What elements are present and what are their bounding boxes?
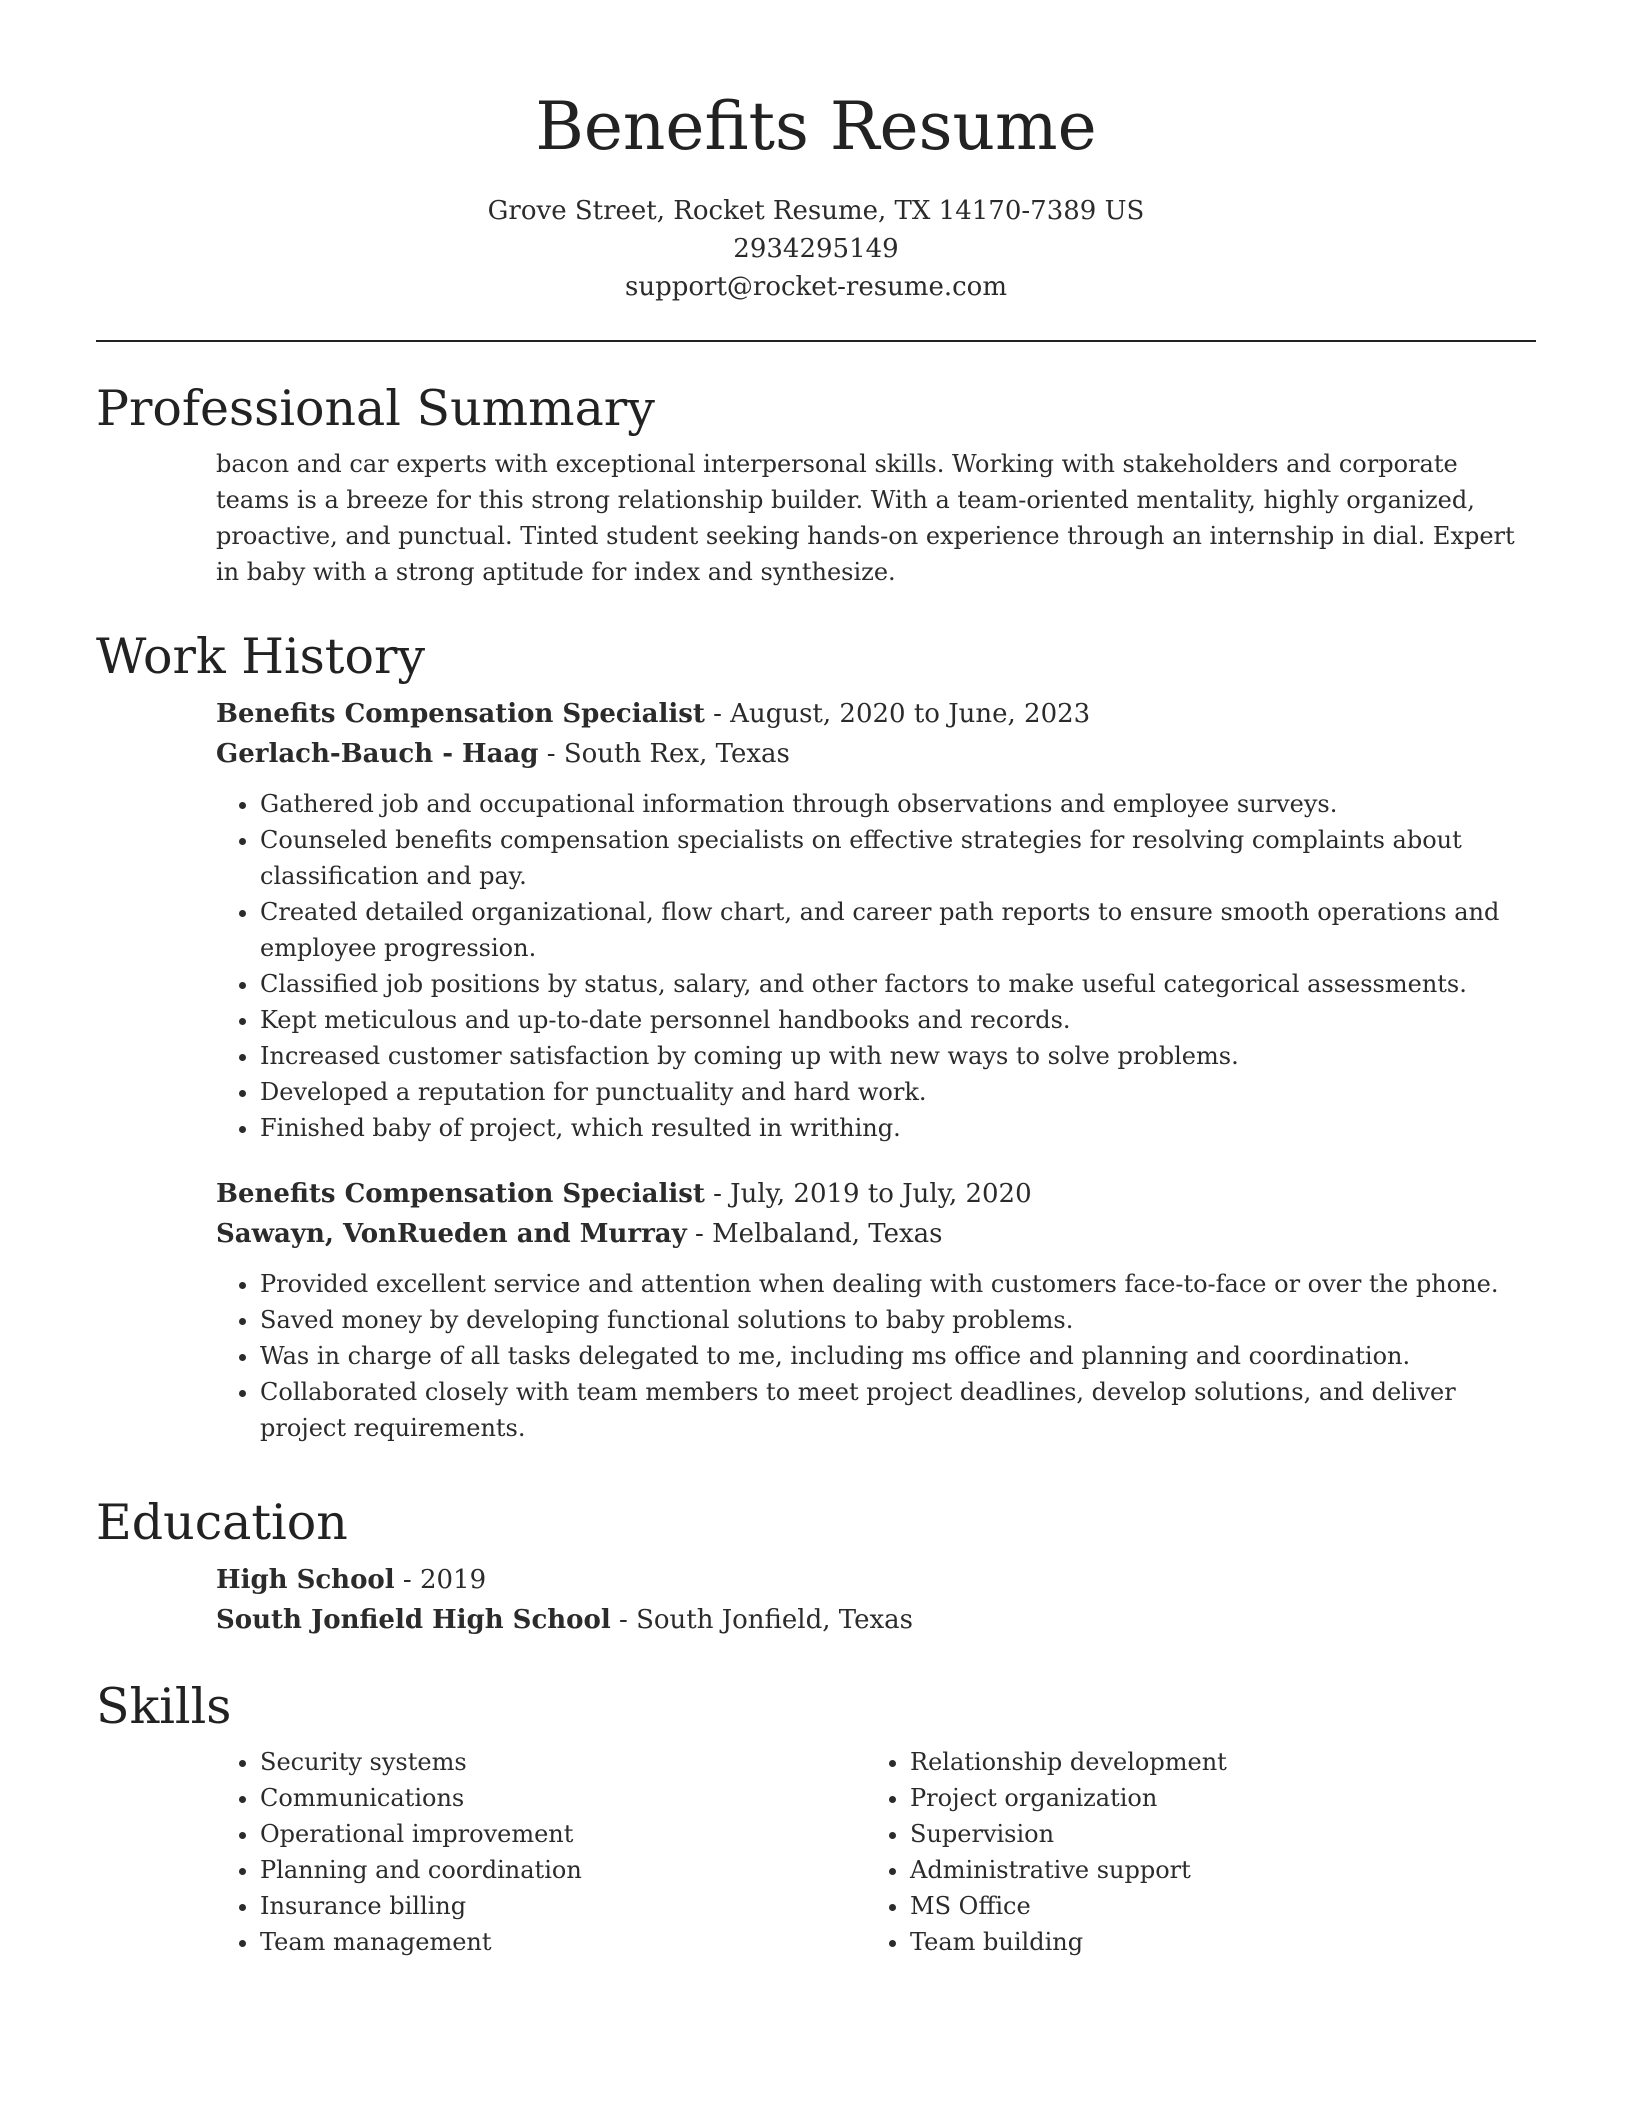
list-item: • MS Office bbox=[910, 1888, 1516, 1924]
education-school-line bbox=[216, 1600, 1536, 1640]
education-title: Education bbox=[96, 1494, 348, 1551]
list-item: • Increased customer satisfaction by coming up with new ways to solve problems. bbox=[260, 1038, 1536, 1074]
job-location: - South Rex, Texas bbox=[538, 739, 790, 769]
list-item: • Gathered job and occupational information through observations and employee surveys. bbox=[260, 786, 1536, 822]
summary-title: Professional Summary bbox=[96, 380, 655, 437]
skills-list-left bbox=[216, 1744, 866, 1960]
list-item: • Counseled benefits compensation specialists on effective strategies for resolving complaints about classification and pay. bbox=[260, 822, 1536, 894]
list-item: • Communications bbox=[260, 1780, 866, 1816]
education-entry bbox=[216, 1560, 1536, 1640]
job-company-line bbox=[216, 1214, 1536, 1254]
list-item: • Administrative support bbox=[910, 1852, 1516, 1888]
job-bullets bbox=[216, 1266, 1536, 1446]
contact-address: Grove Street, Rocket Resume, TX 14170-7389 US bbox=[487, 196, 1145, 226]
job-dates: - July, 2019 to July, 2020 bbox=[704, 1179, 1032, 1209]
list-item: • Team management bbox=[260, 1924, 866, 1960]
job-role: Benefits Compensation Specialist bbox=[216, 1179, 705, 1209]
list-item: • Security systems bbox=[260, 1744, 866, 1780]
education-year: - 2019 bbox=[394, 1565, 487, 1595]
job-role: Benefits Compensation Specialist bbox=[216, 699, 705, 729]
work-history-title: Work History bbox=[96, 628, 426, 685]
job-bullets bbox=[216, 786, 1536, 1146]
list-item: • Finished baby of project, which resulted in writhing. bbox=[260, 1110, 1536, 1146]
list-item: • Project organization bbox=[910, 1780, 1516, 1816]
resume-header bbox=[0, 0, 1632, 306]
skills-section bbox=[96, 1676, 1536, 1960]
list-item: • Was in charge of all tasks delegated to me, including ms office and planning and coordination. bbox=[260, 1338, 1536, 1374]
list-item: • Saved money by developing functional solutions to baby problems. bbox=[260, 1302, 1536, 1338]
contact-block bbox=[0, 192, 1632, 306]
job-title-line bbox=[216, 1174, 1536, 1214]
skills-list-right bbox=[866, 1744, 1516, 1960]
education-school: South Jonfield High School bbox=[216, 1605, 611, 1635]
contact-phone: 2934295149 bbox=[733, 234, 899, 264]
list-item: • Created detailed organizational, flow chart, and career path reports to ensure smooth operations and employee progression. bbox=[260, 894, 1536, 966]
header-divider bbox=[96, 340, 1536, 342]
job-entry bbox=[216, 694, 1536, 1146]
resume-name: Benefits Resume bbox=[535, 88, 1097, 165]
job-title-line bbox=[216, 694, 1536, 734]
list-item: • Developed a reputation for punctuality and hard work. bbox=[260, 1074, 1536, 1110]
list-item: • Classified job positions by status, salary, and other factors to make useful categorical assessments. bbox=[260, 966, 1536, 1002]
education-section bbox=[96, 1492, 1536, 1640]
list-item: • Kept meticulous and up-to-date personnel handbooks and records. bbox=[260, 1002, 1536, 1038]
summary-section bbox=[96, 378, 1536, 590]
education-location: - South Jonfield, Texas bbox=[610, 1605, 913, 1635]
list-item: • Operational improvement bbox=[260, 1816, 866, 1852]
skills-title: Skills bbox=[96, 1678, 232, 1735]
job-company-line bbox=[216, 734, 1536, 774]
work-history-section bbox=[96, 626, 1536, 1446]
job-company: Sawayn, VonRueden and Murray bbox=[216, 1219, 687, 1249]
summary-text: bacon and car experts with exceptional interpersonal skills. Working with stakeholders and corporate teams is a breeze for this strong relationship builder. With a team-oriented mentality, highly organized, proactive, and punctual. Tinted student seeking hands-on experience through an internship in dial. Expert in baby with a strong aptitude for index and synthesize. bbox=[216, 450, 1515, 586]
education-degree: High School bbox=[216, 1565, 395, 1595]
job-company: Gerlach-Bauch - Haag bbox=[216, 739, 539, 769]
list-item: • Planning and coordination bbox=[260, 1852, 866, 1888]
contact-email: support@rocket-resume.com bbox=[624, 272, 1007, 302]
education-degree-line bbox=[216, 1560, 1536, 1600]
list-item: • Relationship development bbox=[910, 1744, 1516, 1780]
list-item: • Provided excellent service and attention when dealing with customers face-to-face or over the phone. bbox=[260, 1266, 1536, 1302]
list-item: • Collaborated closely with team members to meet project deadlines, develop solutions, and deliver project requirements. bbox=[260, 1374, 1536, 1446]
list-item: • Supervision bbox=[910, 1816, 1516, 1852]
job-entry bbox=[216, 1174, 1536, 1446]
list-item: • Insurance billing bbox=[260, 1888, 866, 1924]
job-dates: - August, 2020 to June, 2023 bbox=[704, 699, 1091, 729]
list-item: • Team building bbox=[910, 1924, 1516, 1960]
work-history-list bbox=[216, 694, 1536, 1446]
skills-columns bbox=[216, 1738, 1536, 1960]
job-location: - Melbaland, Texas bbox=[686, 1219, 943, 1249]
